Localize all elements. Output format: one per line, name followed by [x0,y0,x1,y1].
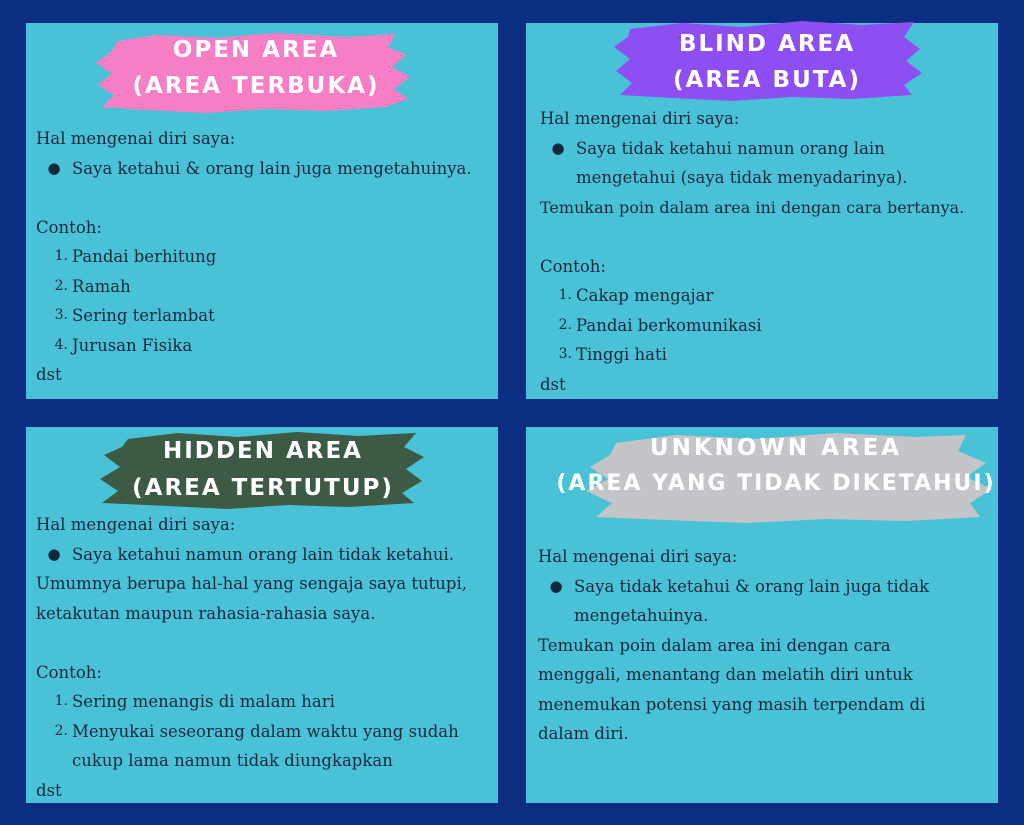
unknown-area-note-line: menggali, menantang dan melatih diri untuk [538,665,913,684]
hidden-area-note-line: ketakutan maupun rahasia-rahasia saya. [36,603,376,623]
unknown-area-content [538,542,929,749]
list-item-continuation: cukup lama namun tidak diungkapkan [72,751,393,770]
unknown-area-note-line: Temukan poin dalam area ini dengan cara [538,635,891,655]
blind-area-panel [526,23,998,399]
hidden-area-heading: Hal mengenai diri saya: [36,515,236,534]
list-item: 4. Jurusan Fisika [54,335,193,355]
unknown-area-heading: Hal mengenai diri saya: [538,547,738,566]
open-area-content [36,124,472,390]
list-item: ● Saya tidak ketahui & orang lain juga tidak [538,572,929,602]
blind-area-etc: dst [540,374,566,394]
list-item: 1. Sering menangis di malam hari [54,692,335,711]
list-item: 2. Pandai berkomunikasi [558,315,762,335]
blind-area-note: Temukan poin dalam area ini dengan cara bertanya. [540,197,965,217]
hidden-area-title-brush [98,427,428,511]
unknown-area-note-line: menemukan potensi yang masih terpendam di [538,694,926,714]
open-area-title: OPEN AREA [172,37,340,63]
blind-area-subtitle: (AREA BUTA) [673,67,861,93]
blind-area-example-label: Contoh: [540,256,606,276]
open-area-panel [26,23,498,399]
hidden-area-content [36,510,467,805]
hidden-area-panel [26,427,498,803]
list-item: 2. Menyukai seseorang dalam waktu yang sudah [54,721,459,741]
list-item: ● Saya ketahui namun orang lain tidak ketahui. [36,540,467,570]
blind-area-heading: Hal mengenai diri saya: [540,109,740,128]
list-item: ● Saya ketahui & orang lain juga mengetahuinya. [36,154,472,184]
blind-area-title: BLIND AREA [678,31,856,57]
open-area-heading: Hal mengenai diri saya: [36,129,236,148]
list-item: 1. Cakap mengajar [558,286,714,305]
blind-area-content [540,104,964,399]
list-item: 3. Sering terlambat [54,306,215,325]
bullet-icon: ● [549,576,563,595]
hidden-area-note-line: Umumnya berupa hal-hal yang sengaja saya tutupi, [36,574,467,593]
bullet-icon: ● [47,158,61,177]
list-item-continuation: mengetahui (saya tidak menyadarinya). [576,168,908,187]
bullet-icon: ● [47,544,61,563]
unknown-area-title: UNKNOWN AREA [649,435,903,461]
unknown-area-note-line: dalam diri. [538,724,629,743]
list-item: 1. Pandai berhitung [54,247,217,266]
open-area-example-label: Contoh: [36,217,102,237]
hidden-area-subtitle: (AREA TERTUTUP) [132,475,394,501]
list-item: ● Saya tidak ketahui namun orang lain [540,134,964,164]
unknown-area-subtitle: (AREA YANG TIDAK DIKETAHUI) [556,471,996,496]
open-area-etc: dst [36,365,62,384]
blind-area-title-brush [612,13,922,105]
list-item-continuation: mengetahuinya. [574,606,709,625]
open-area-subtitle: (AREA TERBUKA) [132,73,380,99]
open-area-title-brush [96,27,416,117]
unknown-area-title-brush [556,421,996,531]
list-item: 3. Tinggi hati [558,345,667,364]
list-item: 2. Ramah [54,276,131,296]
unknown-area-panel [526,427,998,803]
hidden-area-etc: dst [36,780,62,800]
hidden-area-example-label: Contoh: [36,662,102,682]
bullet-icon: ● [551,138,565,157]
hidden-area-title: HIDDEN AREA [163,438,363,464]
